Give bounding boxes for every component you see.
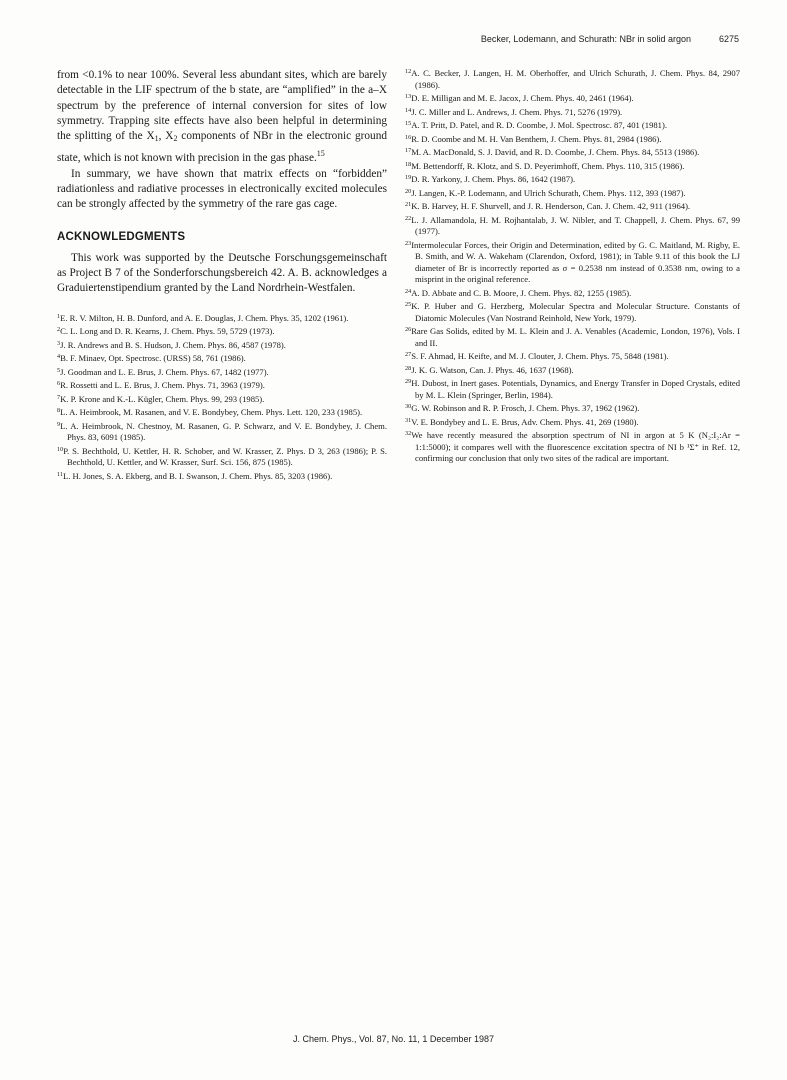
reference-number: 10 (57, 445, 64, 453)
reference-text: P. S. Bechthold, U. Kettler, H. R. Schober, and W. Krasser, Z. Phys. D 3, 263 (1986); P. S. Bechthold, U. Kettler, and W. Krasser, Surf. Sci. 156, 875 (1985). (63, 445, 387, 468)
reference-item (405, 172, 740, 186)
reference-item (57, 405, 387, 419)
paragraph-trapping-sites: from <0.1% to near 100%. Several less abundant sites, which are barely detectable in the LIF spectrum of the b state, are “amplified” in the a–X spectrum by the preference of internal conversion for sites of low symmetry. Trapping site effects have also been helpful in determining the splitting of the $X_1$, $X_2$ components of NBr in the electronic ground state, which is not known with precision in the gas phase.$^{15}$ (57, 69, 387, 165)
reference-text: Rare Gas Solids, edited by M. L. Klein and J. A. Venables (Academic, London, 1976), Vols. I and II. (411, 326, 740, 348)
reference-number: 28 (405, 364, 412, 372)
reference-list-left (57, 311, 387, 483)
reference-text: S. F. Ahmad, H. Keifte, and M. J. Clouter, J. Chem. Phys. 75, 5848 (1981). (411, 351, 669, 361)
reference-item (405, 118, 740, 132)
reference-text: M. Bettendorff, R. Klotz, and S. D. Peyerimhoff, Chem. Phys. 110, 315 (1986). (411, 160, 685, 171)
reference-number: 8 (57, 407, 61, 415)
reference-text: Intermolecular Forces, their Origin and Determination, edited by G. C. Maitland, M. Rigby, E. B. Smith, and W. A. Wakeham (Clarendon, Oxford, 1981); in Table 9.11 of this book the LJ diameter of Br is incorrectly reported as σ = 0.2538 nm instead of 0.3538 nm, owing to a misprint in the original reference. (411, 239, 740, 284)
reference-number: 22 (405, 214, 412, 222)
reference-number: 9 (57, 420, 61, 428)
reference-text: L. A. Heimbrook, N. Chestnoy, M. Rasanen, G. P. Schwarz, and V. E. Bondybey, J. Chem. Phys. 83, 6091 (1985). (60, 420, 387, 443)
reference-number: 12 (405, 68, 412, 75)
reference-text: L. A. Heimbrook, M. Rasanen, and V. E. Bondybey, Chem. Phys. Lett. 120, 233 (1985). (60, 407, 363, 418)
right-column (405, 66, 740, 465)
reference-text: C. L. Long and D. R. Kearns, J. Chem. Phys. 59, 5729 (1973). (60, 326, 275, 337)
reference-item (405, 349, 740, 363)
reference-number: 31 (405, 416, 412, 424)
reference-list-right (405, 66, 740, 465)
reference-text: We have recently measured the absorption spectrum of NI in argon at 5 K (N₂:I₂:Ar = 1:1:5000); it compares well with the fluorescence excitation spectra of NI b ¹Σ⁺ in Ref. 12, confirming our conclusion that only two sites of the radical are important. (411, 430, 740, 463)
reference-number: 1 (57, 312, 61, 320)
reference-item (405, 145, 740, 159)
reference-text: K. B. Harvey, H. F. Shurvell, and J. R. Henderson, Can. J. Chem. 42, 911 (1964). (411, 201, 691, 211)
reference-item (57, 338, 387, 352)
reference-text: J. K. G. Watson, Can. J. Phys. 46, 1637 (1968). (411, 364, 574, 375)
reference-number: 21 (405, 201, 412, 208)
reference-text: J. R. Andrews and B. S. Hudson, J. Chem. Phys. 86, 4587 (1978). (60, 339, 286, 350)
reference-number: 24 (405, 287, 412, 295)
reference-text: V. E. Bondybey and L. E. Brus, Adv. Chem. Phys. 41, 269 (1980). (411, 416, 639, 427)
reference-item (405, 363, 740, 377)
reference-number: 16 (405, 133, 412, 141)
reference-item (57, 392, 387, 406)
reference-text: R. Rossetti and L. E. Brus, J. Chem. Phys. 71, 3963 (1979). (60, 380, 265, 391)
reference-text: B. F. Minaev, Opt. Spectrosc. (URSS) 58, 761 (1986). (60, 353, 246, 364)
running-header (0, 34, 787, 48)
reference-item (57, 351, 387, 365)
reference-item (405, 376, 740, 401)
reference-number: 23 (405, 239, 412, 247)
reference-item (405, 199, 740, 213)
reference-text: L. J. Allamandola, H. M. Rojhantalab, J. W. Nibler, and T. Chappell, J. Chem. Phys. 67, 99 (1977). (411, 214, 740, 236)
reference-item (405, 66, 740, 91)
reference-item (405, 324, 740, 349)
reference-number: 5 (57, 366, 61, 374)
reference-number: 18 (405, 160, 412, 168)
reference-item (405, 105, 740, 119)
reference-number: 25 (405, 301, 412, 308)
journal-footer: J. Chem. Phys., Vol. 87, No. 11, 1 December 1987 (293, 1034, 494, 1044)
reference-text: D. R. Yarkony, J. Chem. Phys. 86, 1642 (1987). (411, 174, 576, 184)
reference-text: J. Goodman and L. E. Brus, J. Chem. Phys. 67, 1482 (1977). (60, 366, 269, 377)
reference-item (57, 324, 387, 338)
reference-text: H. Dubost, in Inert gases. Potentials, Dynamics, and Energy Transfer in Doped Crystals, edited by M. L. Klein (Springer, Berlin, 1984). (411, 378, 740, 400)
reference-number: 17 (405, 147, 412, 154)
reference-text: K. P. Krone and K.-L. Kügler, Chem. Phys. 99, 293 (1985). (60, 393, 265, 404)
reference-number: 19 (405, 174, 412, 181)
reference-item (405, 428, 740, 465)
reference-number: 11 (57, 470, 63, 478)
reference-number: 27 (405, 351, 412, 358)
reference-text: M. A. MacDonald, S. J. David, and R. D. Coombe, J. Chem. Phys. 84, 5513 (1986). (411, 147, 700, 157)
reference-text: G. W. Robinson and R. P. Frosch, J. Chem. Phys. 37, 1962 (1962). (411, 403, 640, 413)
reference-text: J. C. Miller and L. Andrews, J. Chem. Phys. 71, 5276 (1979). (411, 106, 623, 117)
reference-number: 14 (405, 106, 412, 114)
reference-text: A. C. Becker, J. Langen, H. M. Oberhoffer, and Ulrich Schurath, J. Chem. Phys. 84, 2907 (1986). (411, 68, 740, 90)
reference-text: K. P. Huber and G. Herzberg, Molecular Spectra and Molecular Structure. Constants of Diatomic Molecules (Van Nostrand Reinhold, New York, 1979). (411, 301, 740, 323)
left-column (57, 68, 387, 482)
reference-text: L. H. Jones, S. A. Ekberg, and B. I. Swanson, J. Chem. Phys. 85, 3203 (1986). (62, 470, 333, 481)
reference-item (405, 415, 740, 429)
running-title: Becker, Lodemann, and Schurath: NBr in solid argon (480, 34, 691, 44)
reference-number: 2 (57, 326, 61, 334)
reference-number: 29 (405, 378, 412, 385)
reference-number: 3 (57, 339, 61, 347)
reference-number: 32 (405, 430, 412, 437)
reference-item (405, 238, 740, 286)
acknowledgments-text: This work was supported by the Deutsche Forschungsgemeinschaft as Project B 7 of the Sonderforschungsbereich 42. A. B. acknowledges a Graduiertenstipendium granted by the Land Nordrhein-Westfalen. (57, 251, 387, 295)
reference-text: D. E. Milligan and M. E. Jacox, J. Chem. Phys. 40, 2461 (1964). (411, 93, 634, 103)
reference-item (405, 159, 740, 173)
reference-item (405, 91, 740, 105)
reference-item (405, 299, 740, 324)
reference-number: 13 (405, 93, 412, 100)
reference-text: E. R. V. Milton, H. B. Dunford, and A. E. Douglas, J. Chem. Phys. 35, 1202 (1961). (60, 312, 349, 323)
reference-item (57, 311, 387, 325)
reference-item (405, 132, 740, 146)
page-number: 6275 (718, 34, 739, 44)
reference-item (57, 444, 387, 469)
acknowledgments-heading: ACKNOWLEDGMENTS (57, 230, 186, 243)
reference-number: 7 (57, 393, 61, 401)
reference-item (405, 186, 740, 200)
reference-item (57, 419, 387, 444)
reference-item (57, 365, 387, 379)
reference-item (57, 469, 387, 483)
paragraph-summary: In summary, we have shown that matrix effects on “forbidden” radiationless and radiative processes in electronically excited molecules can be strongly affected by the symmetry of the rare gas cage. (57, 167, 387, 211)
reference-number: 4 (57, 353, 61, 361)
reference-item (405, 213, 740, 238)
reference-number: 15 (405, 120, 412, 127)
reference-number: 20 (405, 187, 412, 195)
reference-item (405, 401, 740, 415)
reference-text: A. D. Abbate and C. B. Moore, J. Chem. Phys. 82, 1255 (1985). (411, 287, 632, 298)
reference-number: 26 (405, 326, 412, 333)
reference-text: J. Langen, K.-P. Lodemann, and Ulrich Schurath, Chem. Phys. 112, 393 (1987). (411, 187, 686, 198)
reference-text: A. T. Pritt, D. Patel, and R. D. Coombe, J. Mol. Spectrosc. 87, 401 (1981). (411, 120, 667, 130)
reference-item (57, 378, 387, 392)
reference-number: 6 (57, 380, 61, 388)
reference-text: R. D. Coombe and M. H. Van Benthem, J. Chem. Phys. 81, 2984 (1986). (411, 133, 662, 144)
reference-number: 30 (405, 403, 412, 410)
reference-item (405, 286, 740, 300)
